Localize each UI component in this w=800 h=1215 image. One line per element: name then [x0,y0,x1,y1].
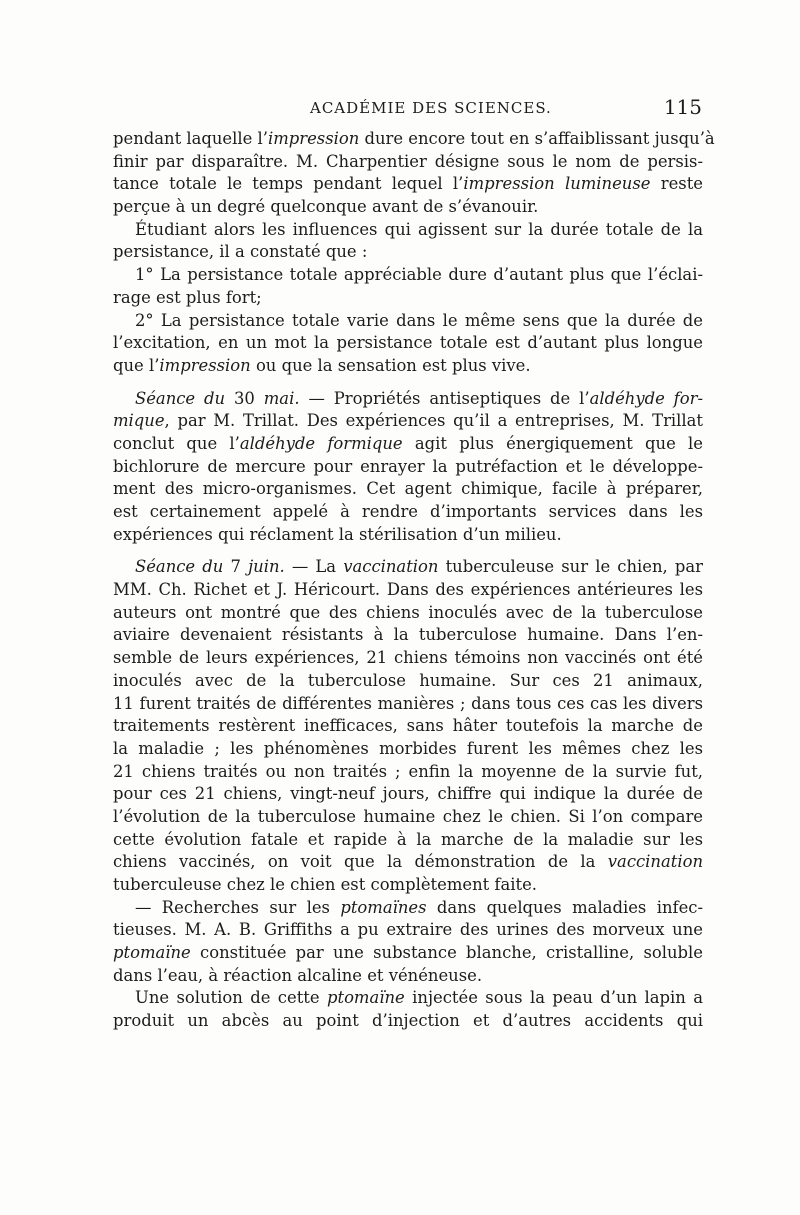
text-line: tieuses. M. A. B. Griffiths a pu extraire des urines des morveux une [113,920,703,940]
text-line: persistance, il a constaté que : [113,242,368,262]
running-head: ACADÉMIE DES SCIENCES. [310,99,552,117]
text-line: tance totale le temps pendant lequel l’impression lumineuse reste [113,174,703,194]
text-line: ment des micro-organismes. Cet agent chimique, facile à préparer, [113,479,703,499]
text-line: la maladie ; les phénomènes morbides furent les mêmes chez les [113,738,703,758]
paragraph-gap [113,378,703,388]
text-line: aviaire devenaient résistants à la tuberculose humaine. Dans l’en- [113,625,703,645]
text-line: Séance du 30 mai. — Propriétés antiseptiques de l’aldéhyde for- [135,388,703,408]
text-line: ptomaïne constituée par une substance blanche, cristalline, soluble [113,943,703,963]
text-line: dans l’eau, à réaction alcaline et vénéneuse. [113,965,483,985]
text-line: chiens vaccinés, on voit que la démonstration de la vaccination [113,852,703,872]
text-line: — Recherches sur les ptomaïnes dans quelques maladies infec- [135,897,703,917]
text-line: produit un abcès au point d’injection et d’autres accidents qui [113,1011,703,1031]
text-line: bichlorure de mercure pour enrayer la putréfaction et le développe- [113,456,703,476]
text-line: l’excitation, en un mot la persistance totale est d’autant plus longue [113,333,703,353]
text-line: auteurs ont montré que des chiens inoculés avec de la tuberculose [113,602,703,622]
text-line: tuberculeuse chez le chien est complètement faite. [113,875,537,894]
text-line: rage est plus fort; [113,287,262,307]
text-line: Étudiant alors les influences qui agissent sur la durée totale de la [135,219,703,239]
text-line: Séance du 7 juin. — La vaccination tuberculeuse sur le chien, par [135,557,703,577]
text-line: est certainement appelé à rendre d’importants services dans les [113,502,703,521]
text-line: pendant laquelle l’impression dure encore tout en s’affaiblissant jusqu’à [113,129,715,148]
body-text [113,128,715,1033]
text-line: semble de leurs expériences, 21 chiens témoins non vaccinés ont été [113,648,703,668]
text-line: mique, par M. Trillat. Des expériences qu’il a entreprises, M. Trillat [113,411,703,431]
text-line: cette évolution fatale et rapide à la marche de la maladie sur les [113,829,703,849]
text-line: 2° La persistance totale varie dans le même sens que la durée de [135,310,703,330]
text-line: traitements restèrent inefficaces, sans hâter toutefois la marche de [113,716,703,736]
text-line: l’évolution de la tuberculose humaine chez le chien. Si l’on compare [113,806,703,826]
text-line: MM. Ch. Richet et J. Héricourt. Dans des expériences antérieures les [113,580,703,600]
page-number: 115 [663,95,702,119]
page-header [112,95,702,125]
text-line: Une solution de cette ptomaïne injectée sous la peau d’un lapin a [135,988,704,1008]
text-line: perçue à un degré quelconque avant de s’évanouir. [113,197,539,217]
text-line: inoculés avec de la tuberculose humaine. Sur ces 21 animaux, [113,670,703,690]
paragraph-gap [113,546,703,556]
text-line: conclut que l’aldéhyde formique agit plus énergiquement que le [113,433,703,453]
text-line: finir par disparaître. M. Charpentier désigne sous le nom de persis- [113,151,703,171]
text-line: 1° La persistance totale appréciable dure d’autant plus que l’éclai- [135,265,703,285]
text-line: que l’impression ou que la sensation est plus vive. [113,355,531,375]
text-line: 21 chiens traités ou non traités ; enfin la moyenne de la survie fut, [113,761,703,781]
text-line: expériences qui réclament la stérilisation d’un milieu. [113,524,562,544]
text-line: pour ces 21 chiens, vingt-neuf jours, chiffre qui indique la durée de [113,784,703,804]
text-line: 11 furent traités de différentes manières ; dans tous ces cas les divers [113,693,703,713]
